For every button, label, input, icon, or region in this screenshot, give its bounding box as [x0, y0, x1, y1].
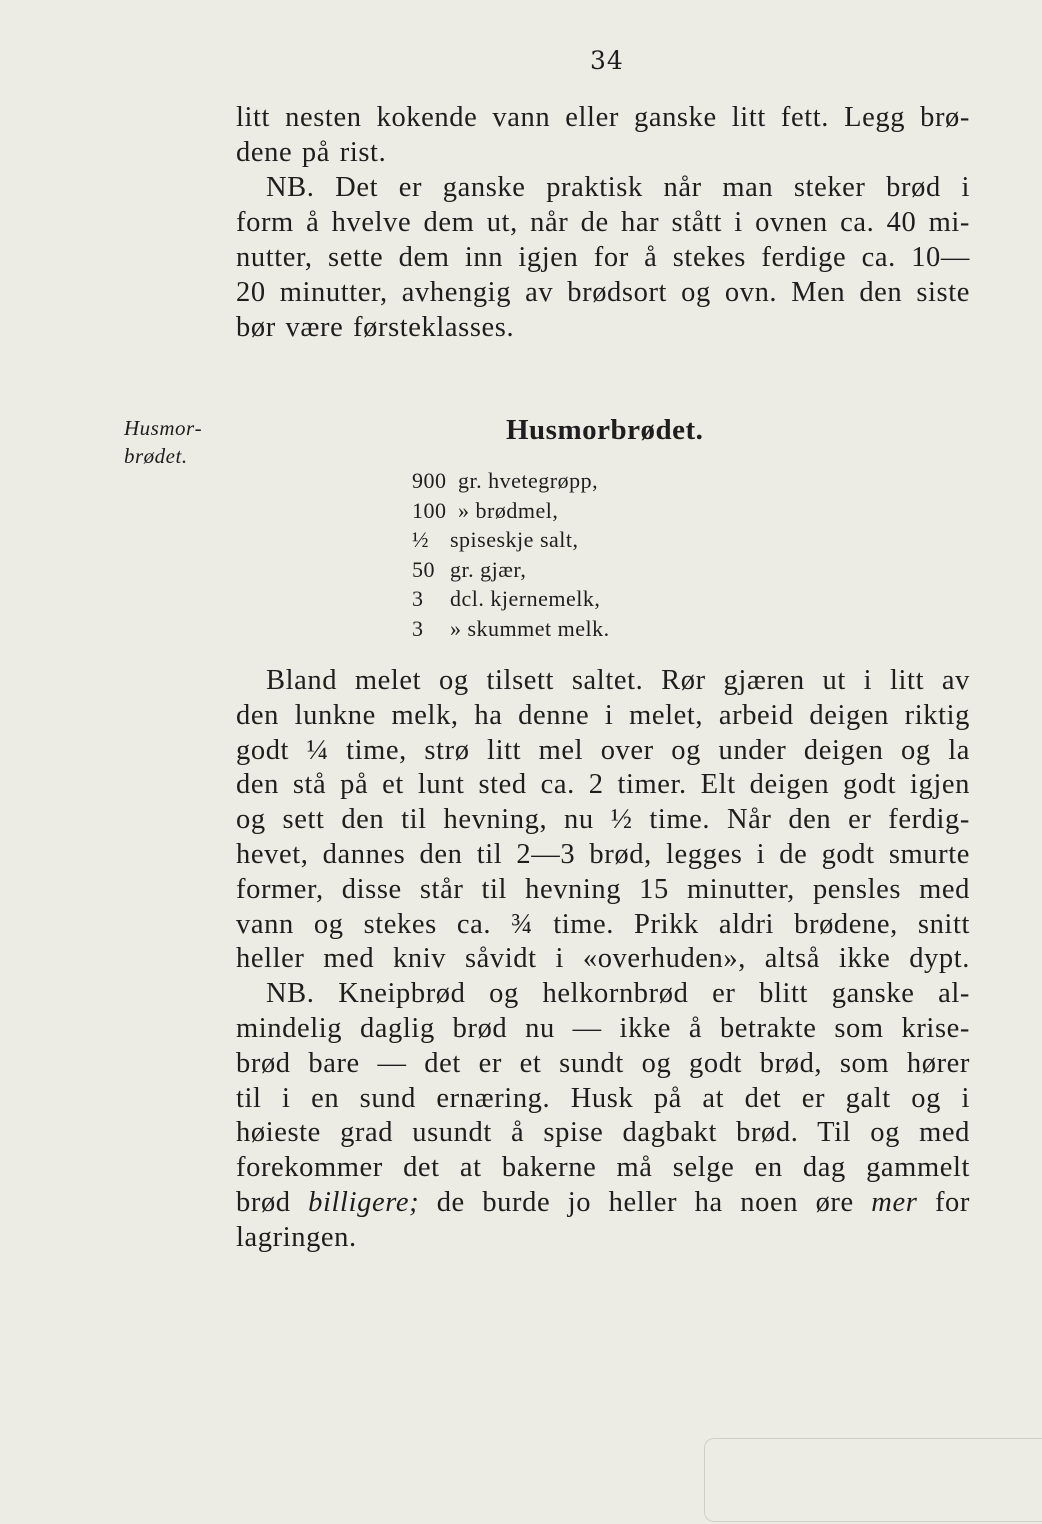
text-line: Bland melet og tilsett saltet. Rør gjæren ut i litt av [266, 665, 970, 696]
text-line: hevet, dannes den til 2—3 brød, legges i de godt smurte [236, 838, 970, 870]
text-line: godt ¼ time, strø litt mel over og under deigen og la [236, 734, 970, 766]
page-tab-outline [704, 1438, 1042, 1522]
text-line: form å hvelve dem ut, når de har stått i ovnen ca. 40 mi‐ [236, 207, 970, 238]
text-line: den lunkne melk, ha denne i melet, arbeid deigen riktig [236, 699, 970, 731]
ingredient-qty: 3 [412, 615, 424, 641]
ingredient-item [412, 466, 610, 496]
text-line: litt nesten kokende vann eller ganske litt fett. Legg brø‐ [236, 102, 970, 133]
text-line: mindelig daglig brød nu — ikke å betrakte som krise‐ [236, 1012, 970, 1044]
ingredient-name: gr. gjær, [450, 556, 527, 582]
ingredient-name: dcl. kjernemelk, [450, 586, 601, 611]
text-line: bør være førsteklasses. [236, 312, 515, 343]
text-run: for [917, 1186, 970, 1218]
text-line: nutter, sette dem inn igjen for å stekes ferdige ca. 10— [236, 242, 970, 273]
ingredient-item [412, 584, 610, 614]
page-number: 34 [590, 46, 624, 75]
ingredient-item [412, 496, 610, 526]
text-run: de burde jo heller ha noen øre [419, 1186, 872, 1218]
ingredient-qty: ½ [412, 527, 429, 552]
text-line: høieste grad usundt å spise dagbakt brød. Til og med [236, 1117, 970, 1149]
text-line: lagringen. [236, 1221, 357, 1253]
ingredient-name: gr. hvetegrøpp, [458, 468, 599, 493]
text-line: 20 minutter, avhengig av brødsort og ovn. Men den siste [236, 277, 970, 308]
text-line: til i en sund ernæring. Husk på at det er galt og i [236, 1082, 970, 1114]
instructions-text [236, 664, 970, 1256]
ingredient-qty: 900 [412, 468, 447, 493]
text-line: dene på rist. [236, 137, 387, 168]
ingredient-qty: 100 [412, 497, 447, 523]
ingredient-list [412, 466, 610, 643]
text-line: den stå på et lunt sted ca. 2 timer. Elt deigen godt igjen [236, 769, 970, 801]
text-line: heller med kniv såvidt i «overhuden», altså ikke dypt. [236, 943, 970, 975]
continuation-text [236, 100, 970, 345]
text-line: forekommer det at bakerne må selge en dag gammelt [236, 1152, 970, 1184]
margin-note-line: brødet. [124, 444, 188, 468]
margin-note [124, 414, 202, 470]
text-line: og sett den til hevning, nu ½ time. Når den er ferdig‐ [236, 804, 970, 836]
text-line: brød bare — det er et sundt og godt brød, som hører [236, 1047, 970, 1079]
ingredient-item [412, 555, 610, 585]
text-line: NB. Kneipbrød og helkornbrød er blitt ganske al‐ [266, 978, 970, 1010]
text-line: vann og stekes ca. ¾ time. Prikk aldri brødene, snitt [236, 908, 970, 940]
text-line: NB. Det er ganske praktisk når man steker brød i [266, 172, 970, 203]
italic-word: mer [871, 1186, 918, 1218]
ingredient-item [412, 525, 610, 555]
ingredient-name: spiseskje salt, [450, 527, 579, 552]
ingredient-name: » brødmel, [458, 497, 559, 523]
ingredient-qty: 3 [412, 586, 424, 611]
text-line: former, disse står til hevning 15 minutter, pensles med [236, 873, 970, 905]
ingredient-qty: 50 [412, 556, 435, 582]
text-line-with-italics [236, 1186, 970, 1221]
ingredient-name: » skummet melk. [450, 615, 610, 641]
margin-note-line: Husmor‐ [124, 416, 203, 440]
italic-word: billigere; [308, 1186, 420, 1218]
text-run: brød [236, 1186, 309, 1218]
recipe-title: Husmorbrødet. [506, 414, 704, 446]
ingredient-item [412, 614, 610, 644]
